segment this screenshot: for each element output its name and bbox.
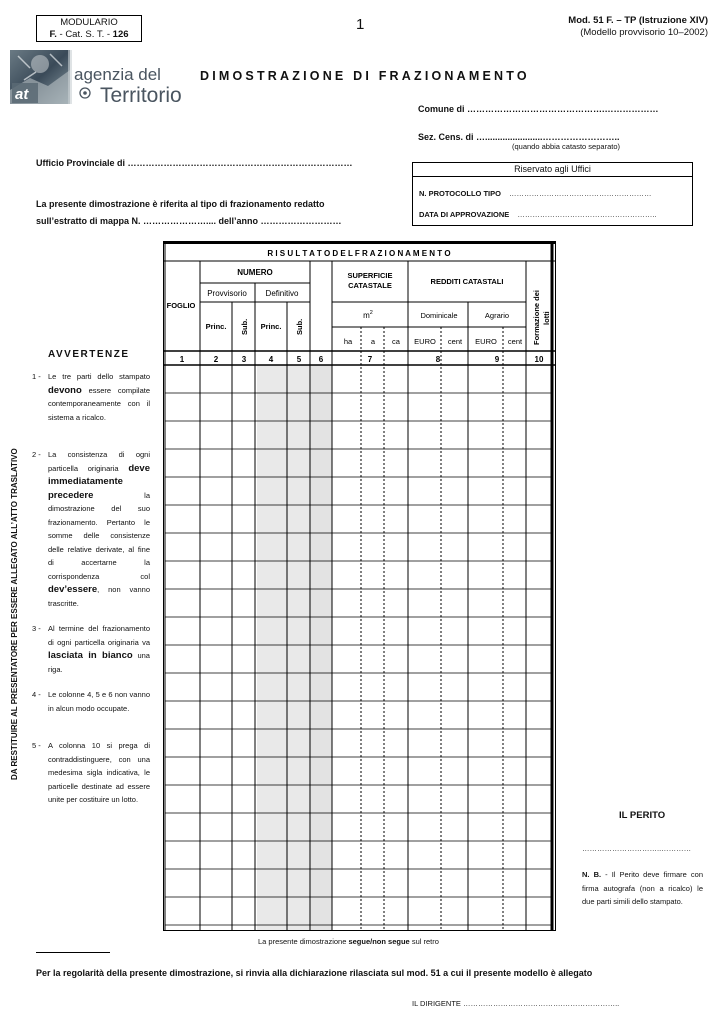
perito-label: IL PERITO <box>619 810 666 821</box>
column-number-7: 7 <box>367 355 373 364</box>
modulario-box <box>36 15 142 42</box>
logo-text-1: agenzia del <box>74 65 161 84</box>
sub-header-2: Sub. <box>295 318 304 335</box>
column-number-9: 9 <box>494 355 500 364</box>
formazione-header-1: Formazione dei <box>532 289 541 345</box>
princ-header-1: Princ. <box>205 322 227 331</box>
model-provisional: (Modello provvisorio 10–2002) <box>580 27 708 38</box>
definitivo-header: Definitivo <box>265 289 299 298</box>
column-number-8: 8 <box>435 355 441 364</box>
protocol-label: N. PROTOCOLLO TIPO <box>419 189 501 198</box>
warning-3: 3 - Al termine del frazionamento di ogni particella originaria va lasciata in bianco una riga. <box>32 624 150 674</box>
sez-cens-note: (quando abbia catasto separato) <box>512 142 620 151</box>
a-header: a <box>370 337 376 346</box>
regularity-statement: Per la regolarità della presente dimostrazione, si rinvia alla dichiarazione rilasciata sul mod. 51 a cui il presente modello è allegato <box>36 968 593 978</box>
warning-5: 5 - A colonna 10 si prega di contraddistinguere, con una medesima sigla indicativa, le particelle destinate ad essere unite per costituire un lotto. <box>32 741 150 804</box>
page-title: DIMOSTRAZIONE DI FRAZIONAMENTO <box>200 69 530 83</box>
dirigente-signature[interactable]: IL DIRIGENTE ………………………………….………………….. <box>412 999 620 1008</box>
princ-header-2: Princ. <box>260 322 282 331</box>
redditi-header: REDDITI CATASTALI <box>430 277 504 286</box>
formazione-header-2: lotti <box>542 311 551 325</box>
warning-4: 4 - Le colonne 4, 5 e 6 non vanno in alcun modo occupate. <box>32 690 150 713</box>
column-number-5: 5 <box>296 355 302 364</box>
warning-2: 2 - La consistenza di ogni particella originaria deve immediatamente precedere la dimostrazione del suo frazionamento. Pertanto le somme delle consistenze delle relative derivate, al fine di accertarne la corrispondenza col dev’essere, non vanno trascritte. <box>32 450 150 608</box>
warning-1: 1 - Le tre parti dello stampato devono essere compilate contemporaneamente con il sistema a ricalco. <box>32 372 150 422</box>
office-reserved-box <box>412 162 693 226</box>
protocol-row[interactable] <box>413 189 692 198</box>
agrario-header: Agrario <box>484 311 510 320</box>
nb-note: N. B. - Il Perito deve firmare con firma autografa (non a ricalco) le due parti simili dello stampato. <box>582 870 703 906</box>
modulario-category: F. - Cat. S. T. - 126 <box>49 29 129 40</box>
column-number-2: 2 <box>213 355 219 364</box>
approval-date-row[interactable] <box>413 210 692 219</box>
protocol-dots: ………………………………………………… <box>509 189 652 198</box>
ufficio-field[interactable]: Ufficio Provinciale di ………………………………………………………………… <box>36 158 353 168</box>
model-code: Mod. 51 F. – TP (Istruzione XIV) <box>568 15 708 26</box>
provvisorio-header: Provvisorio <box>207 289 247 298</box>
approval-date-label: DATA DI APPROVAZIONE <box>419 210 510 219</box>
results-table <box>163 241 556 931</box>
reference-line-1: La presente dimostrazione è riferita al tipo di frazionamento redatto <box>36 199 325 209</box>
footnote-divider <box>36 952 110 953</box>
cent-header-2: cent <box>507 337 523 346</box>
sez-cens-field[interactable]: Sez. Cens. di ….......................…………………….. <box>418 132 620 142</box>
modulario-label: MODULARIO <box>60 17 118 28</box>
logo-text-2: Territorio <box>100 84 182 104</box>
retro-note: La presente dimostrazione segue/non segue sul retro <box>258 937 439 946</box>
agency-logo <box>10 50 188 104</box>
ca-header: ca <box>392 337 400 346</box>
column-number-4: 4 <box>268 355 274 364</box>
page-number: 1 <box>356 16 365 33</box>
column-number-6: 6 <box>318 355 324 364</box>
logo-mark: at <box>15 86 29 103</box>
sub-header-1: Sub. <box>240 318 249 335</box>
superficie-header-2: CATASTALE <box>348 281 392 290</box>
model-reference <box>568 15 708 39</box>
vertical-return-note: DA RESTITUIRE AL PRESENTATORE PER ESSERE ALLEGATO ALL’ATTO TRASLATIVO <box>10 448 19 780</box>
cent-header-1: cent <box>447 337 463 346</box>
warnings-title: AVVERTENZE <box>48 349 130 360</box>
approval-date-dots: ……………………………………………….. <box>517 210 657 219</box>
ha-header: ha <box>343 337 353 346</box>
reference-line-2[interactable]: sull’estratto di mappa N. ………………….... dell’anno ……………………… <box>36 216 342 226</box>
dominicale-header: Dominicale <box>420 311 458 320</box>
euro-header-2: EURO <box>475 337 497 346</box>
column-number-1: 1 <box>179 355 185 364</box>
reference-statement <box>36 196 381 230</box>
foglio-header: FOGLIO <box>166 301 196 310</box>
column-number-10: 10 <box>534 355 544 364</box>
perito-signature-line[interactable]: …………………………..………… <box>582 844 692 853</box>
office-reserved-header: Riservato agli Uffici <box>413 163 692 177</box>
comune-field[interactable]: Comune di ……………………………………….……………… <box>418 104 659 114</box>
superficie-header-1: SUPERFICIE <box>347 271 393 280</box>
table-title: R I S U L T A T O D E L F R A Z I O N A M E N T O <box>267 249 451 258</box>
vertical-note-anchor <box>10 448 26 796</box>
m2-unit: $m^2$ <box>363 310 373 320</box>
numero-header: NUMERO <box>237 268 273 277</box>
euro-header-1: EURO <box>414 337 436 346</box>
column-number-3: 3 <box>241 355 247 364</box>
